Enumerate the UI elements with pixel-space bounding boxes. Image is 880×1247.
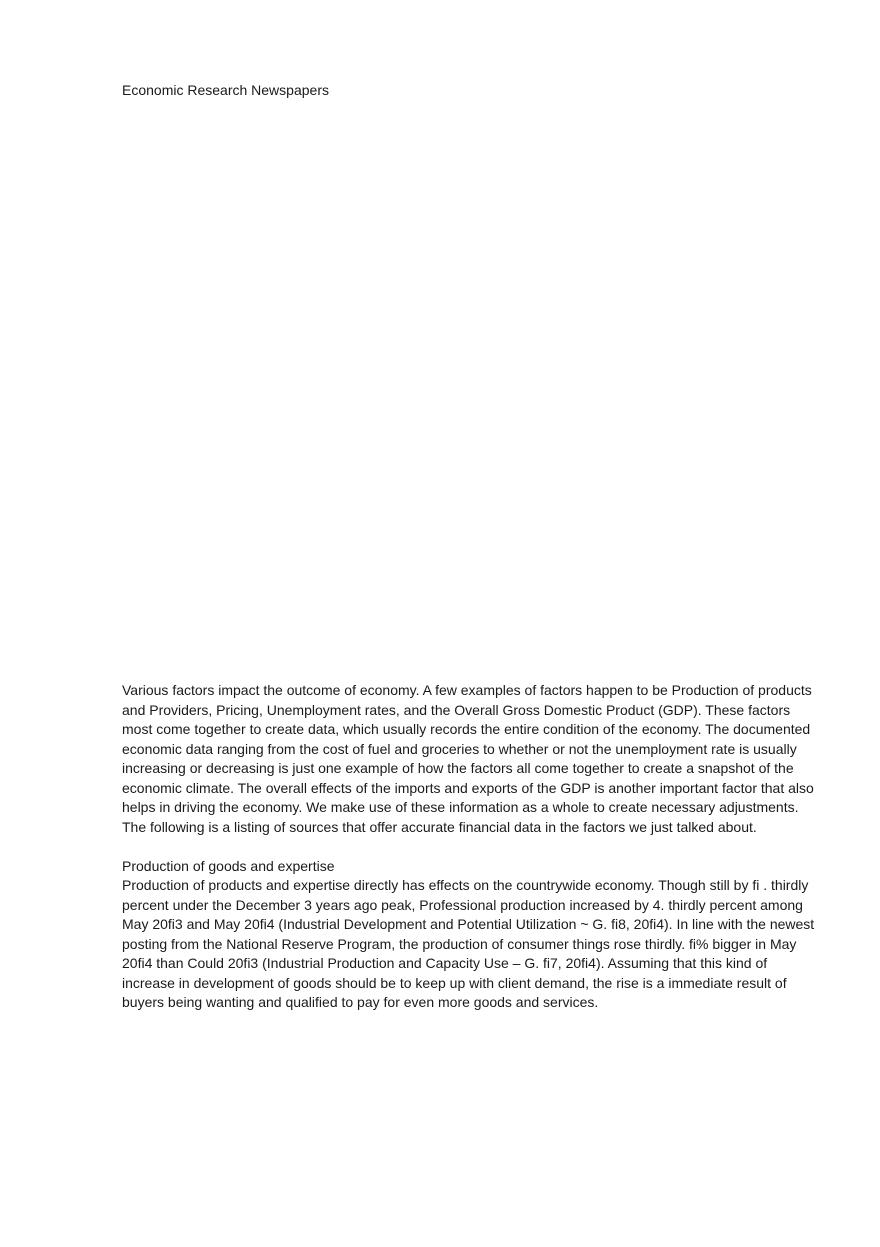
section-heading: Production of goods and expertise [122, 857, 335, 874]
intro-paragraph: Various factors impact the outcome of economy. A few examples of factors happen to be Production of products and Providers, Pricing, Unemployment rates, and the Overall Gross Domestic Product (GDP). These factors most come together to create data, which usually records the entire condition of the economy. The documented economic data ranging from the cost of fuel and groceries to whether or not the unemployment rate is usually increasing or decreasing is just one example of how the factors all come together to create a snapshot of the economic climate. The overall effects of the imports and exports of the GDP is another important factor that also helps in driving the economy. We make use of these information as a whole to create necessary adjustments. The following is a listing of sources that offer accurate financial data in the factors we just talked about. [122, 682, 814, 835]
document-title: Economic Research Newspapers [122, 82, 329, 98]
section-paragraph: Production of products and expertise directly has effects on the countrywide economy. Though still by fi . thirdly percent under the December 3 years ago peak, Professional production increased by 4. thirdly percent among May 20fi3 and May 20fi4 (Industrial Development and Potential Utilization ~ G. fi8, 20fi4). In line with the newest posting from the National Reserve Program, the production of consumer things rose thirdly. fi% bigger in May 20fi4 than Could 20fi3 (Industrial Production and Capacity Use – G. fi7, 20fi4). Assuming that this kind of increase in development of goods should be to keep up with client demand, the rise is a immediate result of buyers being wanting and qualified to pay for even more goods and services. [122, 877, 815, 1010]
paragraph-spacer [122, 837, 822, 857]
document-body [122, 681, 822, 1013]
